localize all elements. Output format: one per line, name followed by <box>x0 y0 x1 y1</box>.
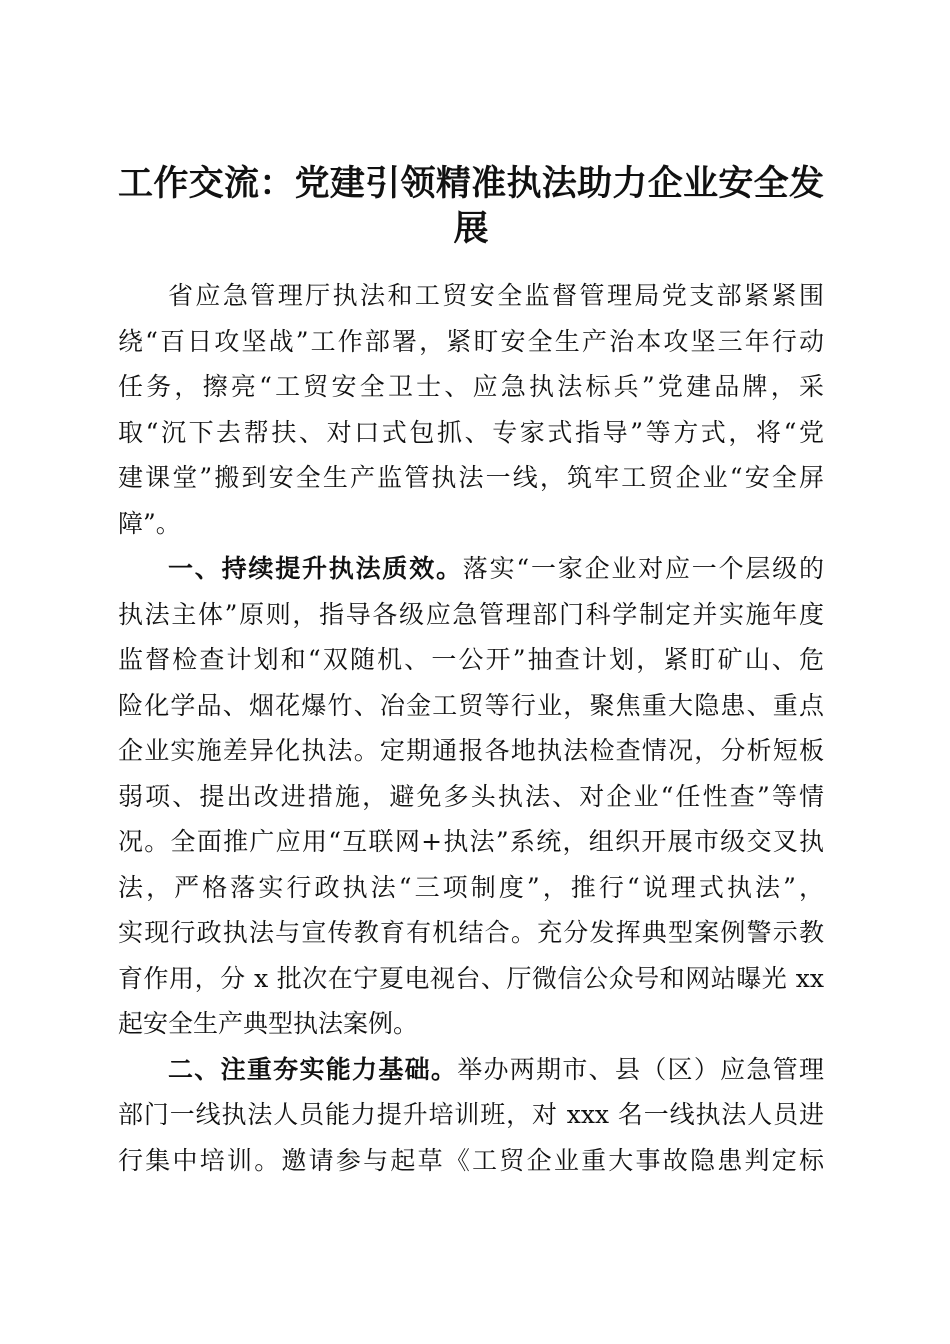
text-line <box>118 683 824 729</box>
title-line: 展 <box>453 208 489 250</box>
text-line <box>118 273 824 319</box>
line-text: 障”。 <box>118 508 181 538</box>
line-text: 险化学品、烟花爆竹、冶金工贸等行业，聚焦重大隐患、重点 <box>118 690 824 720</box>
text-line <box>118 410 824 456</box>
line-text: 弱项、提出改进措施，避免多头执法、对企业“任性查”等情 <box>118 781 824 811</box>
text-line <box>118 637 824 683</box>
document-title <box>118 161 824 251</box>
text-line <box>118 1001 824 1047</box>
section-heading: 二、注重夯实能力基础。 <box>168 1054 458 1084</box>
line-text: 行集中培训。邀请参与起草《工贸企业重大事故隐患判定标 <box>118 1145 824 1175</box>
title-line: 工作交流：党建引领精准执法助力企业安全发 <box>118 163 824 205</box>
text-line <box>118 364 824 410</box>
text-line <box>118 592 824 638</box>
line-text: 建课堂”搬到安全生产监管执法一线，筑牢工贸企业“安全屏 <box>118 463 824 492</box>
text-line <box>118 956 824 1002</box>
line-text: 起安全生产典型执法案例。 <box>118 1009 419 1038</box>
line-text: 法，严格落实行政执法“三项制度”，推行“说理式执法”， <box>118 872 824 902</box>
line-text: 实现行政执法与宣传教育有机结合。充分发挥典型案例警示教 <box>118 918 824 947</box>
text-line <box>118 1138 824 1184</box>
line-text: 落实“一家企业对应一个层级的 <box>462 554 824 583</box>
text-line <box>118 501 824 547</box>
line-text: 执法主体”原则，指导各级应急管理部门科学制定并实施年度 <box>118 599 824 629</box>
section-paragraph <box>118 1047 824 1184</box>
line-text: 育作用，分 x 批次在宁夏电视台、厅微信公众号和网站曝光 xx <box>118 963 824 993</box>
intro-paragraph <box>118 273 824 546</box>
text-line <box>118 1092 824 1138</box>
text-line <box>118 774 824 820</box>
text-line <box>118 910 824 956</box>
text-line <box>118 455 824 501</box>
line-text: 监督检查计划和“双随机、一公开”抽查计划，紧盯矿山、危 <box>118 645 824 674</box>
line-text: 省应急管理厅执法和工贸安全监督管理局党支部紧紧围 <box>168 281 824 310</box>
text-line <box>118 819 824 865</box>
line-text: 取“沉下去帮扶、对口式包抓、专家式指导”等方式，将“党 <box>118 417 824 447</box>
section-paragraph <box>118 546 824 1047</box>
text-line <box>118 865 824 911</box>
section-heading: 一、持续提升执法质效。 <box>168 554 463 583</box>
text-line <box>118 1047 824 1093</box>
line-text: 任务，擦亮“工贸安全卫士、应急执法标兵”党建品牌，采 <box>118 372 824 401</box>
line-text: 举办两期市、县（区）应急管理 <box>457 1054 824 1084</box>
line-text: 部门一线执法人员能力提升培训班，对 xxx 名一线执法人员进 <box>118 1100 824 1129</box>
text-line <box>118 319 824 365</box>
text-line <box>118 546 824 592</box>
text-line <box>118 728 824 774</box>
line-text: 企业实施差异化执法。定期通报各地执法检查情况，分析短板 <box>118 736 824 765</box>
line-text: 况。全面推广应用“互联网+执法”系统，组织开展市级交叉执 <box>118 827 824 856</box>
document-body <box>118 273 824 1183</box>
line-text: 绕“百日攻坚战”工作部署，紧盯安全生产治本攻坚三年行动 <box>118 326 824 356</box>
